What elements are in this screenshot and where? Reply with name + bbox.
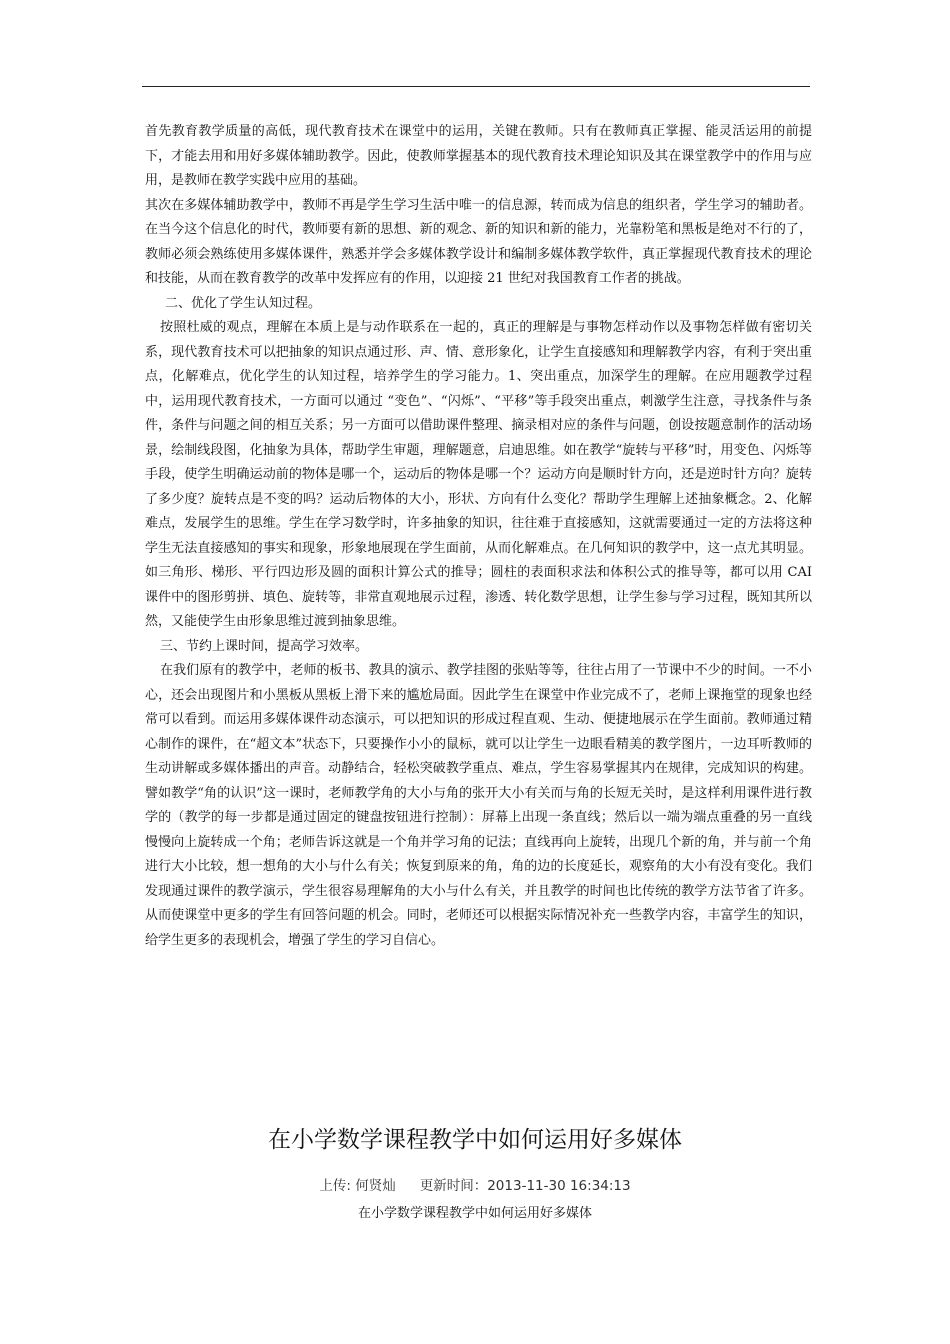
updated-time-label: 更新时间：2013-11-30 16:34:13 bbox=[419, 1178, 631, 1194]
paragraph-first-point: 首先教育教学质量的高低，现代教育技术在课堂中的运用，关键在教师。只有在教师真正掌握、能灵活运用的前提下，才能去用和用好多媒体辅助教学。因此，使教师掌握基本的现代教育技术理论知识及其在课堂教学中的作用与应用，是教师在教学实践中应用的基础。 bbox=[145, 124, 812, 188]
document-body bbox=[145, 120, 812, 953]
section-heading-3: 三、节约上课时间，提高学习效率。 bbox=[160, 638, 369, 654]
paragraph-second-point: 其次在多媒体辅助教学中，教师不再是学生学习生活中唯一的信息源，转而成为信息的组织者，学生学习的辅助者。在当今这个信息化的时代，教师要有新的思想、新的观念、新的知识和新的能力，光靠粉笔和黑板是绝对不行的了，教师必须会熟练使用多媒体课件，熟悉并学会多媒体教学设计和编制多媒体教学软件，真正掌握现代教育技术的理论和技能，从而在教育教学的改革中发挥应有的作用，以迎接 21 世纪对我国教育工作者的挑战。 bbox=[145, 197, 812, 286]
article-title: 在小学数学课程教学中如何运用好多媒体 bbox=[268, 1127, 682, 1153]
article-subtitle: 在小学数学课程教学中如何运用好多媒体 bbox=[357, 1206, 592, 1221]
article-meta bbox=[0, 1174, 950, 1194]
paragraph-cognition: 按照杜威的观点，理解在本质上是与动作联系在一起的，真正的理解是与事物怎样动作以及事物怎样做有密切关系，现代教育技术可以把抽象的知识点通过形、声、情、意形象化，让学生直接感知和理解教学内容，有利于突出重点，化解难点，优化学生的认知过程，培养学生的学习能力。1、突出重点，加深学生的理解。在应用题教学过程中，运用现代教育技术，一方面可以通过 “变色”、“闪烁”、“平移”等手段突出重点，刺激学生注意，寻找条件与条件，条件与问题之间的相互关系；另一方面可以借助课件整理、摘录相对应的条件与问题，创设按题意制作的活动场景，绘制线段图，化抽象为具体，帮助学生审题，理解题意，启迪思维。如在教学“旋转与平移”时，用变色、闪烁等手段，使学生明确运动前的物体是哪一个，运动后的物体是哪一个？运动方向是顺时针方向，还是逆时针方向？旋转了多少度？旋转点是不变的吗？运动后物体的大小，形状、方向有什么变化？帮助学生理解上述抽象概念。2、化解难点，发展学生的思维。学生在学习数学时，许多抽象的知识，往往难于直接感知，这就需要通过一定的方法将这种学生无法直接感知的事实和现象，形象地展现在学生面前，从而化解难点。在几何知识的教学中，这一点尤其明显。如三角形、梯形、平行四边形及圆的面积计算公式的推导；圆柱的表面积求法和体积公式的推导等，都可以用 CAI 课件中的图形剪拼、填色、旋转等，非常直观地展示过程，渗透、转化数学思想，让学生参与学习过程，既知其所以然，又能使学生由形象思维过渡到抽象思维。 bbox=[145, 320, 812, 629]
header-rule bbox=[142, 86, 810, 87]
section-heading-2: 二、优化了学生认知过程。 bbox=[165, 295, 322, 311]
uploader-label: 上传: 何贤灿 bbox=[319, 1178, 396, 1194]
paragraph-efficiency: 在我们原有的教学中，老师的板书、教具的演示、教学挂图的张贴等等，往往占用了一节课中不少的时间。一不小心，还会出现图片和小黑板从黑板上滑下来的尴尬局面。因此学生在课堂中作业完成不了，老师上课拖堂的现象也经常可以看到。而运用多媒体课件动态演示，可以把知识的形成过程直观、生动、便捷地展示在学生面前。教师通过精心制作的课件，在“超文本”状态下，只要操作小小的鼠标，就可以让学生一边眼看精美的教学图片，一边耳听教师的生动讲解或多媒体播出的声音。动静结合，轻松突破教学重点、难点，学生容易掌握其内在规律，完成知识的构建。譬如教学“角的认识”这一课时，老师教学角的大小与角的张开大小有关而与角的长短无关时，是这样利用课件进行教学的（教学的每一步都是通过固定的键盘按钮进行控制）：屏幕上出现一条直线；然后以一端为端点重叠的另一直线慢慢向上旋转成一个角；老师告诉这就是一个角并学习角的记法；直线再向上旋转，出现几个新的角，并与前一个角进行大小比较，想一想角的大小与什么有关；恢复到原来的角，角的边的长度延长，观察角的大小有没有变化。我们发现通过课件的教学演示，学生很容易理解角的大小与什么有关，并且教学的时间也比传统的教学方法节省了许多。从而使课堂中更多的学生有回答问题的机会。同时，老师还可以根据实际情况补充一些教学内容，丰富学生的知识，给学生更多的表现机会，增强了学生的学习自信心。 bbox=[145, 663, 812, 948]
